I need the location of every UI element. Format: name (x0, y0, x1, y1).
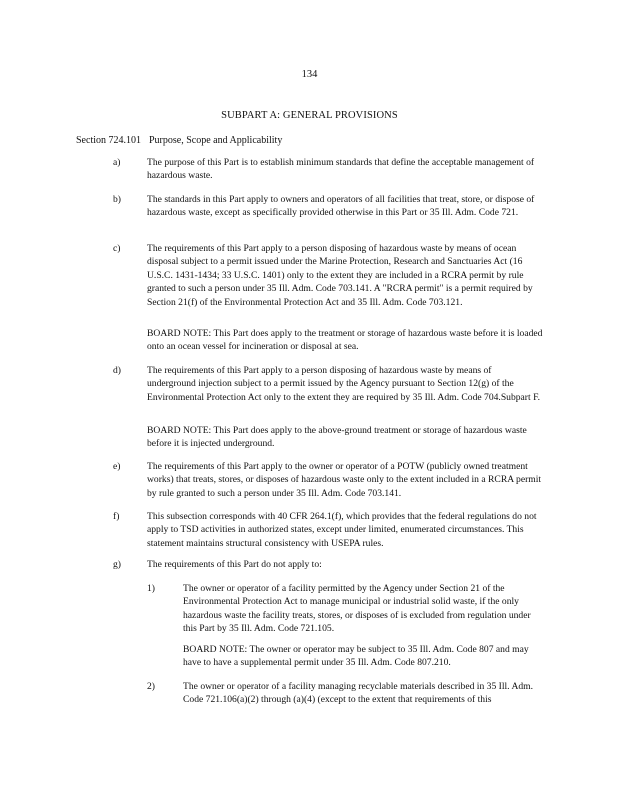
subsection-label: e) (113, 461, 121, 472)
subsection-label: d) (113, 365, 121, 376)
board-note-c: BOARD NOTE: This Part does apply to the treatment or storage of hazardous waste before it is loaded onto an ocean vessel for incineration or disposal at sea. (147, 328, 543, 353)
subsection-label: b) (113, 194, 121, 205)
subsection-label: 1) (147, 583, 155, 594)
subpart-title: SUBPART A: GENERAL PROVISIONS (221, 110, 398, 121)
subsection-text: The purpose of this Part is to establish minimum standards that define the acceptable management of hazardous waste. (147, 157, 535, 182)
board-note-d: BOARD NOTE: This Part does apply to the above-ground treatment or storage of hazardous waste before it is injected underground. (147, 425, 527, 450)
subsection-label: g) (113, 559, 121, 570)
subsection-text: The requirements of this Part apply to a person disposing of hazardous waste by means of ocean disposal subject to a permit issued under the Marine Protection, Research and Sanctuaries Act (16 U.S.C. 1431-1434; 33 U.S.C. 1401) only to the extent they are included in a RCRA permit by rule granted to such a person under 35 Ill. Adm. Code 703.141. A "RCRA permit" is a permit required by Section 21(f) of the Environmental Protection Act and 35 Ill. Adm. Code 703.121. (147, 243, 533, 308)
subsection-text: The requirements of this Part apply to a person disposing of hazardous waste by means of underground injection subject to a permit issued by the Agency pursuant to Section 12(g) of the Environmental Protection Act only to the extent they are required by 35 Ill. Adm. Code 704.Subpart F. (147, 365, 541, 403)
section-title: Purpose, Scope and Applicability (149, 135, 283, 146)
section-number: Section 724.101 (76, 135, 141, 146)
subsection-label: c) (113, 243, 121, 254)
page-number: 134 (301, 69, 318, 80)
board-note-g-1: BOARD NOTE: The owner or operator may be subject to 35 Ill. Adm. Code 807 and may have to have a supplemental permit under 35 Ill. Adm. Code 807.210. (183, 644, 529, 669)
subsection-text: This subsection corresponds with 40 CFR 264.1(f), which provides that the federal regulations do not apply to TSD activities in authorized states, except under limited, enumerated circumstances. This statement maintains structural consistency with USEPA rules. (147, 511, 537, 549)
subsection-text: The owner or operator of a facility managing recyclable materials described in 35 Ill. Adm. Code 721.106(a)(2) through (a)(4) (except to the extent that requirements of this (183, 681, 534, 706)
section-heading (76, 135, 282, 146)
subsection-text: The standards in this Part apply to owners and operators of all facilities that treat, store, or dispose of hazardous waste, except as specifically provided otherwise in this Part or 35 Ill. Adm. Code 721. (147, 194, 535, 219)
subsection-label: f) (113, 511, 120, 522)
subsection-text: The requirements of this Part do not apply to: (147, 559, 322, 570)
subsection-label: a) (113, 157, 121, 168)
subsection-text: The owner or operator of a facility permitted by the Agency under Section 21 of the Environmental Protection Act to manage municipal or industrial solid waste, if the only hazardous waste the facility treats, stores, or disposes of is excluded from regulation under this Part by 35 Ill. Adm. Code 721.105. (183, 583, 531, 635)
subsection-label: 2) (147, 681, 155, 692)
subsection-text: The requirements of this Part apply to the owner or operator of a POTW (publicly owned treatment works) that treats, stores, or disposes of hazardous waste only to the extent included in a RCRA permit by rule granted to such a person under 35 Ill. Adm. Code 703.141. (147, 461, 542, 499)
